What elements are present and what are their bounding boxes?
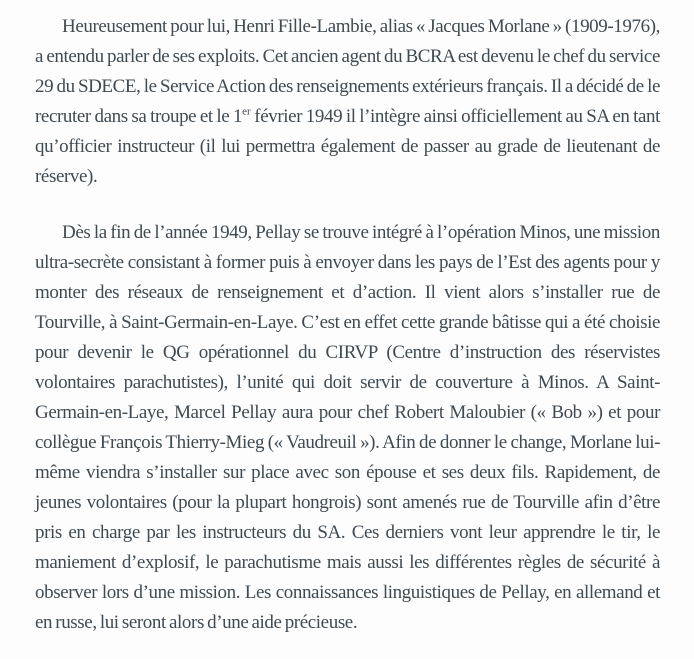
ordinal-superscript: er (242, 105, 251, 118)
paragraph-1-text-after-superscript: février 1949 il l’intègre ainsi officiellement au SA en tant qu’officier instructeur (il lui permettra également de passer au grade de lieutenant de réserve). (35, 106, 660, 187)
paragraph-1-text-before-superscript: Heureusement pour lui, Henri Fille-Lambie, alias « Jacques Morlane » (1909-1976), a entendu parler de ses exploits. Cet ancien agent du BCRA est devenu le chef du service 29 du SDECE, le Service Action des renseignements extérieurs français. Il a décidé de le recruter dans sa troupe et le 1 (35, 16, 660, 127)
paragraph-2 (35, 218, 660, 638)
paragraph-2-text: Dès la fin de l’année 1949, Pellay se trouve intégré à l’opération Minos, une mission ultra-secrète consistant à former puis à envoyer dans les pays de l’Est des agents pour y monter des réseaux de renseignement et d’action. Il vient alors s’installer rue de Tourville, à Saint-Germain-en-Laye. C’est en effet cette grande bâtisse qui a été choisie pour devenir le QG opérationnel du CIRVP (Centre d’instruction des réservistes volontaires parachutistes), l’unité qui doit servir de couverture à Minos. A Saint-Germain-en-Laye, Marcel Pellay aura pour chef Robert Maloubier (« Bob ») et pour collègue François Thierry-Mieg (« Vaudreuil »). Afin de donner le change, Morlane lui-même viendra s’installer sur place avec son épouse et ses deux fils. Rapidement, de jeunes volontaires (pour la plupart hongrois) sont amenés rue de Tourville afin d’être pris en charge par les instructeurs du SA. Ces derniers vont leur apprendre le tir, le maniement d’explosif, le parachutisme mais aussi les différentes règles de sécurité à observer lors d’une mission. Les connaissances linguistiques de Pellay, en allemand et en russe, lui seront alors d’une aide précieuse. (35, 222, 660, 633)
paragraph-1 (35, 12, 660, 192)
